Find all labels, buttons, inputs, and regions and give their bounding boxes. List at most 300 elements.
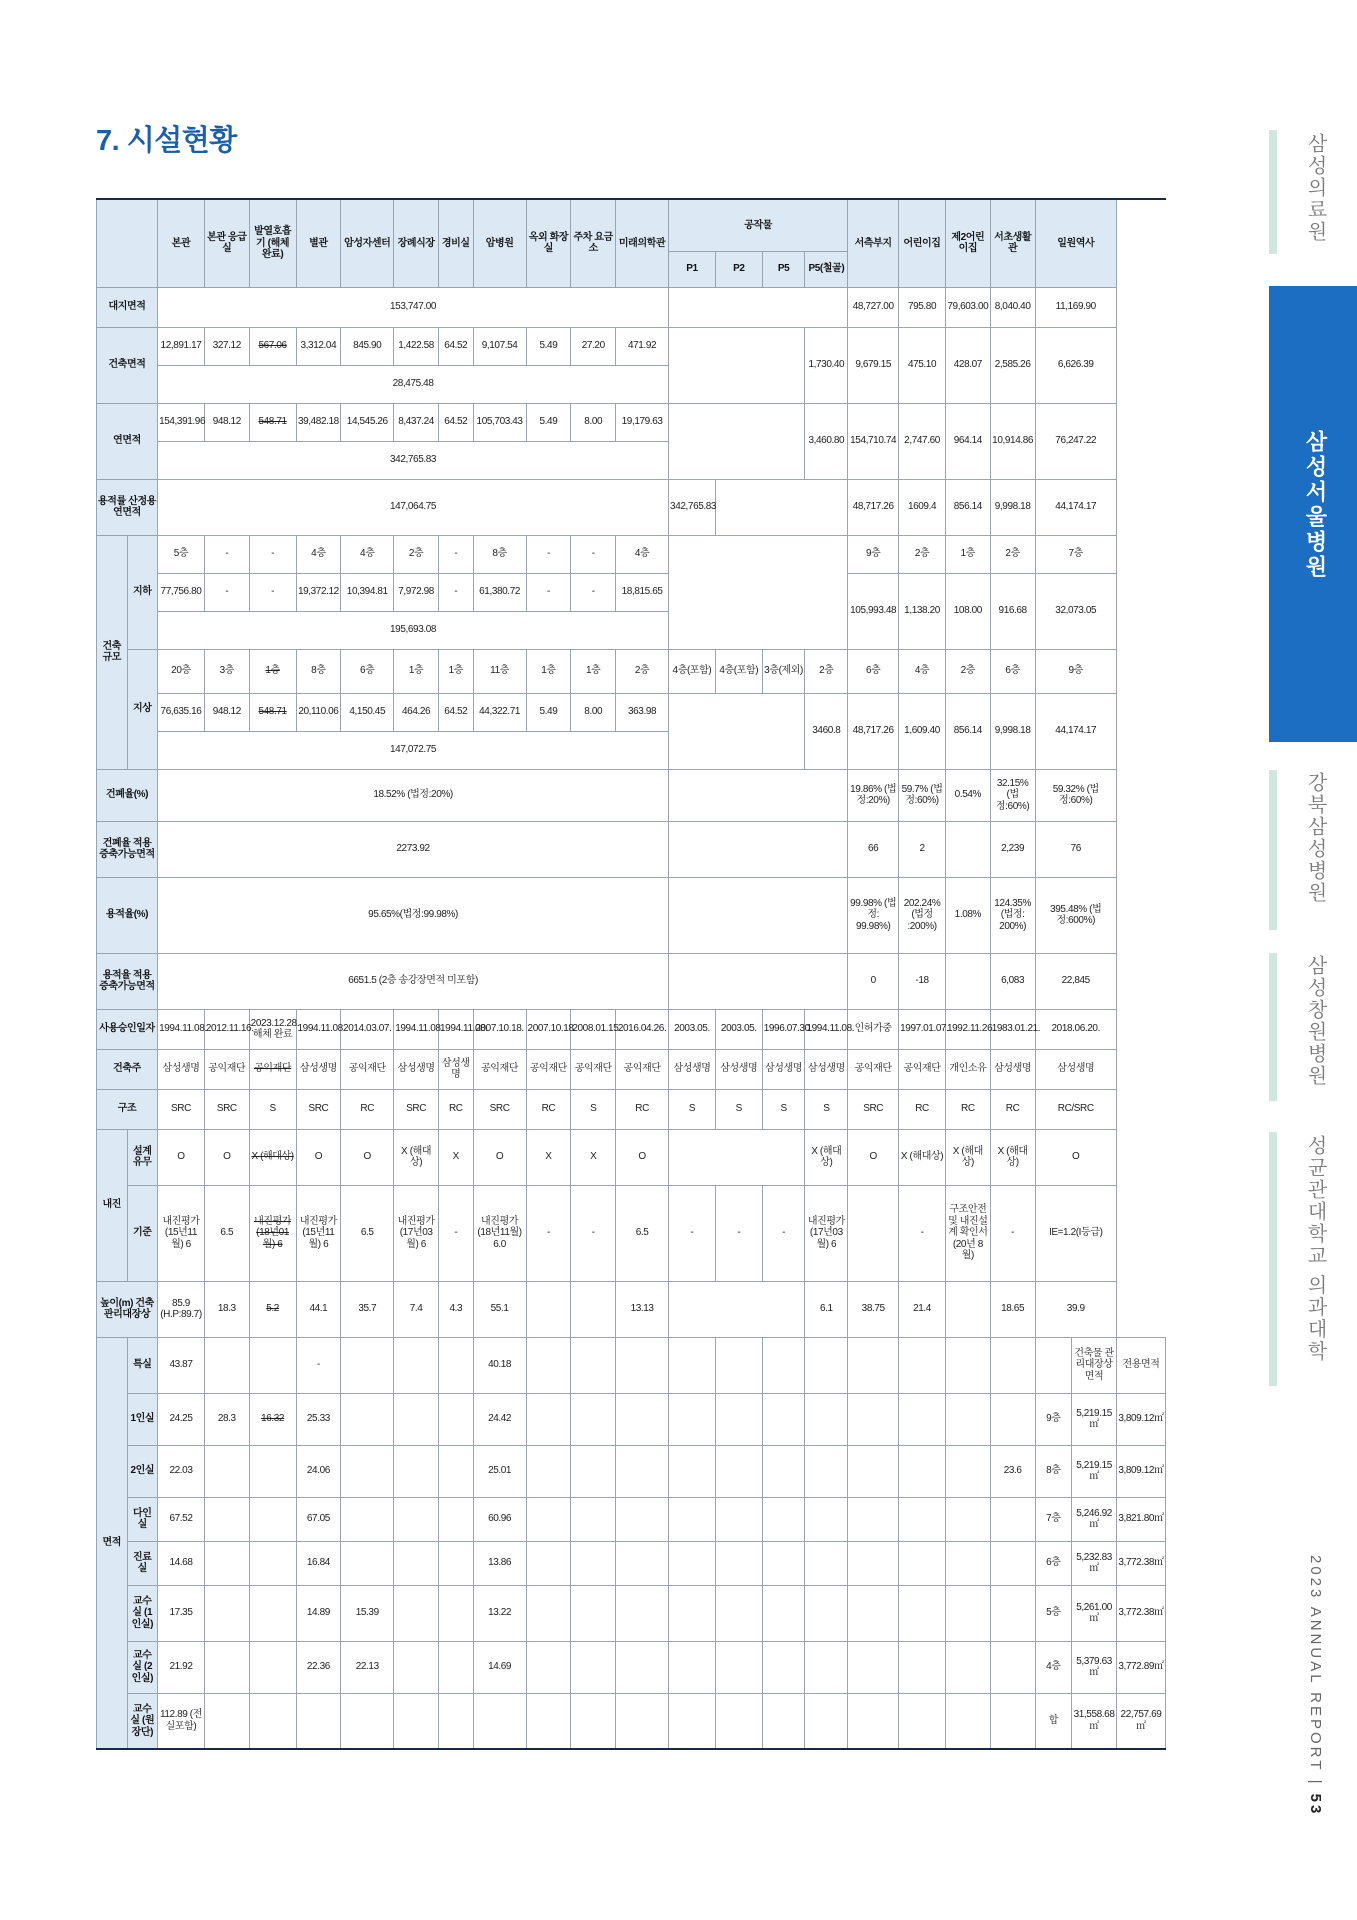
table-cell: 31,558.68㎡ xyxy=(1072,1693,1117,1749)
table-cell: 22.03 xyxy=(158,1445,205,1497)
table-cell: 공익재단 xyxy=(899,1049,946,1089)
table-cell: 4층 xyxy=(1035,1641,1072,1693)
table-cell xyxy=(571,1497,616,1541)
table-cell: 11,169.90 xyxy=(1035,287,1116,327)
table-cell: 8층 xyxy=(1035,1445,1072,1497)
table-cell: 14.69 xyxy=(473,1641,526,1693)
table-cell: 공익재단 xyxy=(204,1049,249,1089)
table-cell: 154,391.96 xyxy=(158,403,205,441)
table-cell: 5.49 xyxy=(526,327,571,365)
table-cell: - xyxy=(899,1185,946,1281)
table-cell: RC xyxy=(899,1089,946,1129)
table-cell xyxy=(204,1641,249,1693)
table-cell: 475.10 xyxy=(899,327,946,403)
col-header: P1 xyxy=(669,251,716,287)
col-header: 별관 xyxy=(296,199,341,287)
table-cell: 면적 xyxy=(97,1337,128,1749)
table-cell: 건축면적 xyxy=(97,327,158,403)
table-cell: X (해대상) xyxy=(945,1129,990,1185)
table-cell xyxy=(439,1445,474,1497)
table-cell: 삼성생명 xyxy=(1035,1049,1116,1089)
page-title: 7. 시설현황 xyxy=(96,125,237,157)
table-cell: 1996.07.30. xyxy=(762,1009,805,1049)
table-cell: 14,545.26 xyxy=(341,403,394,441)
table-cell: 4층 xyxy=(899,649,946,693)
table-cell: 99.98% (법정: 99.98%) xyxy=(848,877,899,953)
table-cell xyxy=(945,1541,990,1585)
col-header: 미래의학관 xyxy=(616,199,669,287)
table-cell xyxy=(439,1393,474,1445)
col-header: 암성자센터 xyxy=(341,199,394,287)
table-cell: 3,809.12㎡ xyxy=(1116,1393,1165,1445)
table-cell xyxy=(848,1541,899,1585)
table-cell xyxy=(249,1585,296,1641)
subtable-header: 전용면적 xyxy=(1116,1337,1165,1393)
table-cell xyxy=(990,1641,1035,1693)
table-cell: 19.86% (법정:20%) xyxy=(848,769,899,821)
table-cell: 327.12 xyxy=(204,327,249,365)
col-header: 암병원 xyxy=(473,199,526,287)
table-cell xyxy=(669,1129,805,1185)
col-header: 옥외 화장실 xyxy=(526,199,571,287)
table-cell: X (해대상) xyxy=(394,1129,439,1185)
table-cell: 기준 xyxy=(127,1185,158,1281)
table-cell xyxy=(715,1693,762,1749)
table-cell: - xyxy=(571,573,616,611)
land-row xyxy=(97,287,1166,327)
table-cell: SRC xyxy=(394,1089,439,1129)
table-cell xyxy=(669,693,805,769)
table-cell: X (해대상) xyxy=(249,1129,296,1185)
table-cell xyxy=(899,1541,946,1585)
table-cell xyxy=(762,1337,805,1393)
table-cell xyxy=(394,1641,439,1693)
table-cell xyxy=(669,1641,716,1693)
table-cell xyxy=(945,1281,990,1337)
table-cell: 795.80 xyxy=(899,287,946,327)
table-cell: 높이(m) 건축관리대장상 xyxy=(97,1281,158,1337)
table-cell: 10,914.86 xyxy=(990,403,1035,479)
table-cell: 지하 xyxy=(127,535,158,649)
table-cell: 대지면적 xyxy=(97,287,158,327)
table-cell: 23.6 xyxy=(990,1445,1035,1497)
table-cell: 195,693.08 xyxy=(158,611,669,649)
table-cell xyxy=(526,1337,571,1393)
table-cell: 9,107.54 xyxy=(473,327,526,365)
table-cell: 2층 xyxy=(616,649,669,693)
table-cell: 진료실 xyxy=(127,1541,158,1585)
table-cell xyxy=(616,1497,669,1541)
table-cell: 4층 xyxy=(341,535,394,573)
table-cell: 202.24% (법정 :200%) xyxy=(899,877,946,953)
table-cell: 24.42 xyxy=(473,1393,526,1445)
table-cell: 공익재단 xyxy=(616,1049,669,1089)
table-cell: 삼성생명 xyxy=(762,1049,805,1089)
col-header: 일원역사 xyxy=(1035,199,1116,287)
table-cell xyxy=(848,1393,899,1445)
design-row xyxy=(97,1129,1166,1185)
table-cell: 7,972.98 xyxy=(394,573,439,611)
table-cell: 8,437.24 xyxy=(394,403,439,441)
table-cell: O xyxy=(473,1129,526,1185)
table-cell: 9층 xyxy=(848,535,899,573)
table-cell: 6651.5 (2층 송강장면적 미포함) xyxy=(158,953,669,1009)
table-cell: 14.68 xyxy=(158,1541,205,1585)
table-cell: 내진평가 (15년11월) 6 xyxy=(296,1185,341,1281)
table-cell: 1층 xyxy=(439,649,474,693)
sidebar-label: 삼성창원병원 xyxy=(1304,955,1326,1087)
table-header-row xyxy=(97,199,1166,251)
table-cell: 공익재단 xyxy=(249,1049,296,1089)
table-cell: 105,993.48 xyxy=(848,573,899,649)
table-cell: 548.71 xyxy=(249,693,296,731)
table-cell xyxy=(341,1693,394,1749)
table-cell xyxy=(848,1693,899,1749)
col-header: P5(철골) xyxy=(805,251,848,287)
table-cell: 0.54% xyxy=(945,769,990,821)
table-cell xyxy=(805,1497,848,1541)
table-cell xyxy=(526,1641,571,1693)
table-cell: 2012.11.16. xyxy=(204,1009,249,1049)
table-cell xyxy=(394,1693,439,1749)
table-cell xyxy=(848,1337,899,1393)
above-floors-row xyxy=(97,649,1166,693)
table-cell: 내진 xyxy=(97,1129,128,1281)
table-cell xyxy=(439,1641,474,1693)
table-cell xyxy=(669,1585,716,1641)
table-cell: 5,379.63㎡ xyxy=(1072,1641,1117,1693)
table-cell xyxy=(805,1693,848,1749)
sidebar-label: 삼성의료원 xyxy=(1304,133,1326,243)
table-cell: 79,603.00 xyxy=(945,287,990,327)
table-cell: 1983.01.21. xyxy=(990,1009,1035,1049)
table-cell: 61,380.72 xyxy=(473,573,526,611)
table-cell: 2003.05. xyxy=(669,1009,716,1049)
table-cell: 내진평가 (15년11월) 6 xyxy=(158,1185,205,1281)
table-cell xyxy=(341,1497,394,1541)
table-cell: 건폐율(%) xyxy=(97,769,158,821)
table-cell: 삼성생명 xyxy=(394,1049,439,1089)
table-cell: 3,772.38㎡ xyxy=(1116,1585,1165,1641)
table-cell: 2층 xyxy=(990,535,1035,573)
table-cell xyxy=(669,769,848,821)
col-header: 서초생활관 xyxy=(990,199,1035,287)
table-cell: 2 xyxy=(899,821,946,877)
table-cell xyxy=(439,1585,474,1641)
table-cell xyxy=(571,1393,616,1445)
table-cell xyxy=(669,1281,805,1337)
area-row xyxy=(97,1445,1166,1497)
table-cell: 464.26 xyxy=(394,693,439,731)
table-cell: 1.08% xyxy=(945,877,990,953)
table-cell: 21.92 xyxy=(158,1641,205,1693)
table-cell: - xyxy=(990,1185,1035,1281)
table-cell: 6층 xyxy=(990,649,1035,693)
table-cell: S xyxy=(669,1089,716,1129)
table-cell: 112.89 (전실포함) xyxy=(158,1693,205,1749)
table-cell: 60.96 xyxy=(473,1497,526,1541)
table-cell: S xyxy=(249,1089,296,1129)
table-cell: 1층 xyxy=(945,535,990,573)
table-cell xyxy=(945,1445,990,1497)
table-cell: 5층 xyxy=(1035,1585,1072,1641)
table-cell xyxy=(762,1445,805,1497)
table-cell xyxy=(616,1541,669,1585)
table-cell: 내진평가 (17년03월) 6 xyxy=(394,1185,439,1281)
table-cell xyxy=(341,1541,394,1585)
table-cell: 1994.11.08. xyxy=(158,1009,205,1049)
table-cell: 18,815.65 xyxy=(616,573,669,611)
table-cell: 1층 xyxy=(249,649,296,693)
table-cell: 내진평가 (18년01월) 6 xyxy=(249,1185,296,1281)
table-cell xyxy=(526,1497,571,1541)
table-cell: X xyxy=(526,1129,571,1185)
table-cell: 8.00 xyxy=(571,403,616,441)
table-cell: 2,747.60 xyxy=(899,403,946,479)
table-cell xyxy=(715,1585,762,1641)
facility-table-wrap xyxy=(96,198,1166,1750)
area-row xyxy=(97,1693,1166,1749)
table-cell: 13.86 xyxy=(473,1541,526,1585)
table-cell xyxy=(762,1497,805,1541)
table-cell: 856.14 xyxy=(945,693,990,769)
table-cell xyxy=(899,1337,946,1393)
table-cell: 95.65%(법정:99.98%) xyxy=(158,877,669,953)
table-cell: 공익재단 xyxy=(473,1049,526,1089)
table-cell: 14.89 xyxy=(296,1585,341,1641)
table-cell: 6.5 xyxy=(341,1185,394,1281)
table-cell xyxy=(805,1393,848,1445)
table-cell: 10,394.81 xyxy=(341,573,394,611)
table-cell xyxy=(394,1497,439,1541)
table-cell: 28,475.48 xyxy=(158,365,669,403)
table-cell: 2016.04.26. xyxy=(616,1009,669,1049)
table-cell: 76,635.16 xyxy=(158,693,205,731)
table-cell: 44.1 xyxy=(296,1281,341,1337)
table-cell: 64.52 xyxy=(439,403,474,441)
table-cell: O xyxy=(158,1129,205,1185)
subtable-floor-header xyxy=(1035,1337,1072,1393)
table-cell xyxy=(990,1693,1035,1749)
table-cell: 2,239 xyxy=(990,821,1035,877)
table-cell: 7.4 xyxy=(394,1281,439,1337)
table-cell: 2003.05. xyxy=(715,1009,762,1049)
table-cell: - xyxy=(249,535,296,573)
table-cell: 2008.01.15. xyxy=(571,1009,616,1049)
table-cell: 153,747.00 xyxy=(158,287,669,327)
table-cell: 2층 xyxy=(394,535,439,573)
table-cell: 32,073.05 xyxy=(1035,573,1116,649)
table-cell xyxy=(571,1641,616,1693)
table-cell xyxy=(715,1541,762,1585)
bcr-row xyxy=(97,769,1166,821)
table-cell: 3층 xyxy=(204,649,249,693)
table-cell xyxy=(848,1497,899,1541)
table-cell: 1994.11.08. xyxy=(439,1009,474,1049)
table-cell: 20층 xyxy=(158,649,205,693)
table-cell: 2인실 xyxy=(127,1445,158,1497)
table-cell: 삼성생명 xyxy=(296,1049,341,1089)
table-cell xyxy=(715,1393,762,1445)
table-cell: 18.52% (법정:20%) xyxy=(158,769,669,821)
table-cell: RC xyxy=(616,1089,669,1129)
col-header: 경비실 xyxy=(439,199,474,287)
area-row xyxy=(97,1497,1166,1541)
table-cell: 147,072.75 xyxy=(158,731,669,769)
table-cell: 342,765.83 xyxy=(669,479,716,535)
table-cell xyxy=(394,1585,439,1641)
table-cell: S xyxy=(571,1089,616,1129)
table-cell: 964.14 xyxy=(945,403,990,479)
table-cell xyxy=(805,1585,848,1641)
table-cell xyxy=(762,1585,805,1641)
table-cell: 124.35% (법정: 200%) xyxy=(990,877,1035,953)
table-cell: X (해대상) xyxy=(805,1129,848,1185)
table-cell: RC xyxy=(341,1089,394,1129)
table-cell: 공익재단 xyxy=(526,1049,571,1089)
table-cell: 48,727.00 xyxy=(848,287,899,327)
table-cell xyxy=(571,1445,616,1497)
table-cell: RC xyxy=(990,1089,1035,1129)
table-cell: 삼성생명 xyxy=(990,1049,1035,1089)
table-cell: 916.68 xyxy=(990,573,1035,649)
table-cell xyxy=(945,1693,990,1749)
table-cell xyxy=(848,1445,899,1497)
table-cell: 17.35 xyxy=(158,1585,205,1641)
table-cell xyxy=(805,1641,848,1693)
table-cell: 3,772.38㎡ xyxy=(1116,1541,1165,1585)
table-cell: 7층 xyxy=(1035,1497,1072,1541)
table-cell: 5.49 xyxy=(526,403,571,441)
sidebar-label-active: 삼성서울병원 xyxy=(1303,430,1328,580)
table-row xyxy=(97,693,1166,731)
sidebar xyxy=(1269,0,1357,1920)
table-cell: 44,322.71 xyxy=(473,693,526,731)
table-cell: 3,809.12㎡ xyxy=(1116,1445,1165,1497)
table-cell xyxy=(669,1693,716,1749)
table-cell: 5.2 xyxy=(249,1281,296,1337)
table-cell: SRC xyxy=(848,1089,899,1129)
table-cell xyxy=(249,1641,296,1693)
approval-row xyxy=(97,1009,1166,1049)
table-cell xyxy=(526,1393,571,1445)
table-cell: 5,261.00㎡ xyxy=(1072,1585,1117,1641)
table-cell xyxy=(899,1497,946,1541)
table-cell: 5,219.15㎡ xyxy=(1072,1393,1117,1445)
table-cell: 1층 xyxy=(394,649,439,693)
table-cell: 삼성생명 xyxy=(669,1049,716,1089)
table-cell: 22,845 xyxy=(1035,953,1116,1009)
table-cell: 2007.10.18. xyxy=(473,1009,526,1049)
table-cell: 0 xyxy=(848,953,899,1009)
table-cell: SRC xyxy=(158,1089,205,1129)
table-cell xyxy=(394,1445,439,1497)
table-cell: 5,219.15㎡ xyxy=(1072,1445,1117,1497)
table-cell xyxy=(439,1497,474,1541)
table-cell xyxy=(616,1693,669,1749)
table-cell: 합 xyxy=(1035,1693,1072,1749)
table-cell xyxy=(669,327,805,403)
table-cell xyxy=(616,1585,669,1641)
table-cell: 948.12 xyxy=(204,693,249,731)
table-cell: 9층 xyxy=(1035,649,1116,693)
table-cell: RC/SRC xyxy=(1035,1089,1116,1129)
table-cell: 4층 xyxy=(616,535,669,573)
table-cell: 용적율 적용 증축가능면적 xyxy=(97,953,158,1009)
table-cell: 4층(포함) xyxy=(715,649,762,693)
table-cell: 8.00 xyxy=(571,693,616,731)
table-cell: 24.25 xyxy=(158,1393,205,1445)
table-cell: 40.18 xyxy=(473,1337,526,1393)
table-cell xyxy=(899,1585,946,1641)
table-cell: RC xyxy=(945,1089,990,1129)
table-cell: 395.48% (법정:600%) xyxy=(1035,877,1116,953)
table-cell: 18.3 xyxy=(204,1281,249,1337)
table-cell: 1층 xyxy=(571,649,616,693)
table-cell: - xyxy=(526,535,571,573)
col-header: 주차 요금소 xyxy=(571,199,616,287)
table-cell: 5.49 xyxy=(526,693,571,731)
table-cell xyxy=(669,1393,716,1445)
table-cell: 18.65 xyxy=(990,1281,1035,1337)
table-cell: 설계 유무 xyxy=(127,1129,158,1185)
table-cell xyxy=(848,1585,899,1641)
table-cell: 1층 xyxy=(526,649,571,693)
table-cell xyxy=(990,1585,1035,1641)
table-cell: 용적률 산정용 연면적 xyxy=(97,479,158,535)
table-cell xyxy=(945,821,990,877)
table-cell xyxy=(805,1541,848,1585)
table-cell: 6층 xyxy=(848,649,899,693)
table-cell: 43.87 xyxy=(158,1337,205,1393)
table-cell: 363.98 xyxy=(616,693,669,731)
col-header: 발열호흡기 (해체 완료) xyxy=(249,199,296,287)
col-header: P5 xyxy=(762,251,805,287)
table-cell: 77,756.80 xyxy=(158,573,205,611)
table-cell xyxy=(571,1337,616,1393)
table-cell: 구조안전 및 내진설계 확인서 (20년 8월) xyxy=(945,1185,990,1281)
sidebar-accent xyxy=(1269,1132,1277,1386)
table-cell: O xyxy=(341,1129,394,1185)
table-cell: 6.5 xyxy=(616,1185,669,1281)
table-cell xyxy=(394,1541,439,1585)
table-cell: 공익재단 xyxy=(848,1049,899,1089)
table-cell xyxy=(899,1445,946,1497)
table-cell: - xyxy=(571,535,616,573)
table-cell: 지상 xyxy=(127,649,158,769)
table-cell: 24.06 xyxy=(296,1445,341,1497)
table-cell: 삼성생명 xyxy=(805,1049,848,1089)
table-cell: 6층 xyxy=(1035,1541,1072,1585)
table-cell: - xyxy=(249,573,296,611)
table-cell xyxy=(715,1445,762,1497)
area-row xyxy=(97,1541,1166,1585)
table-cell: - xyxy=(204,535,249,573)
table-cell xyxy=(571,1541,616,1585)
table-cell xyxy=(669,1497,716,1541)
table-cell: 948.12 xyxy=(204,403,249,441)
table-cell: 59.7% (법정:60%) xyxy=(899,769,946,821)
table-cell: - xyxy=(439,1185,474,1281)
table-cell: 6,626.39 xyxy=(1035,327,1116,403)
table-cell: 건축주 xyxy=(97,1049,158,1089)
table-cell: 22,757.69㎡ xyxy=(1116,1693,1165,1749)
table-cell: 44,174.17 xyxy=(1035,479,1116,535)
table-cell: 25.33 xyxy=(296,1393,341,1445)
col-header: 제2어린이집 xyxy=(945,199,990,287)
sidebar-label: 성균관대학교 의과대학 xyxy=(1304,1135,1326,1363)
table-row xyxy=(97,573,1166,611)
